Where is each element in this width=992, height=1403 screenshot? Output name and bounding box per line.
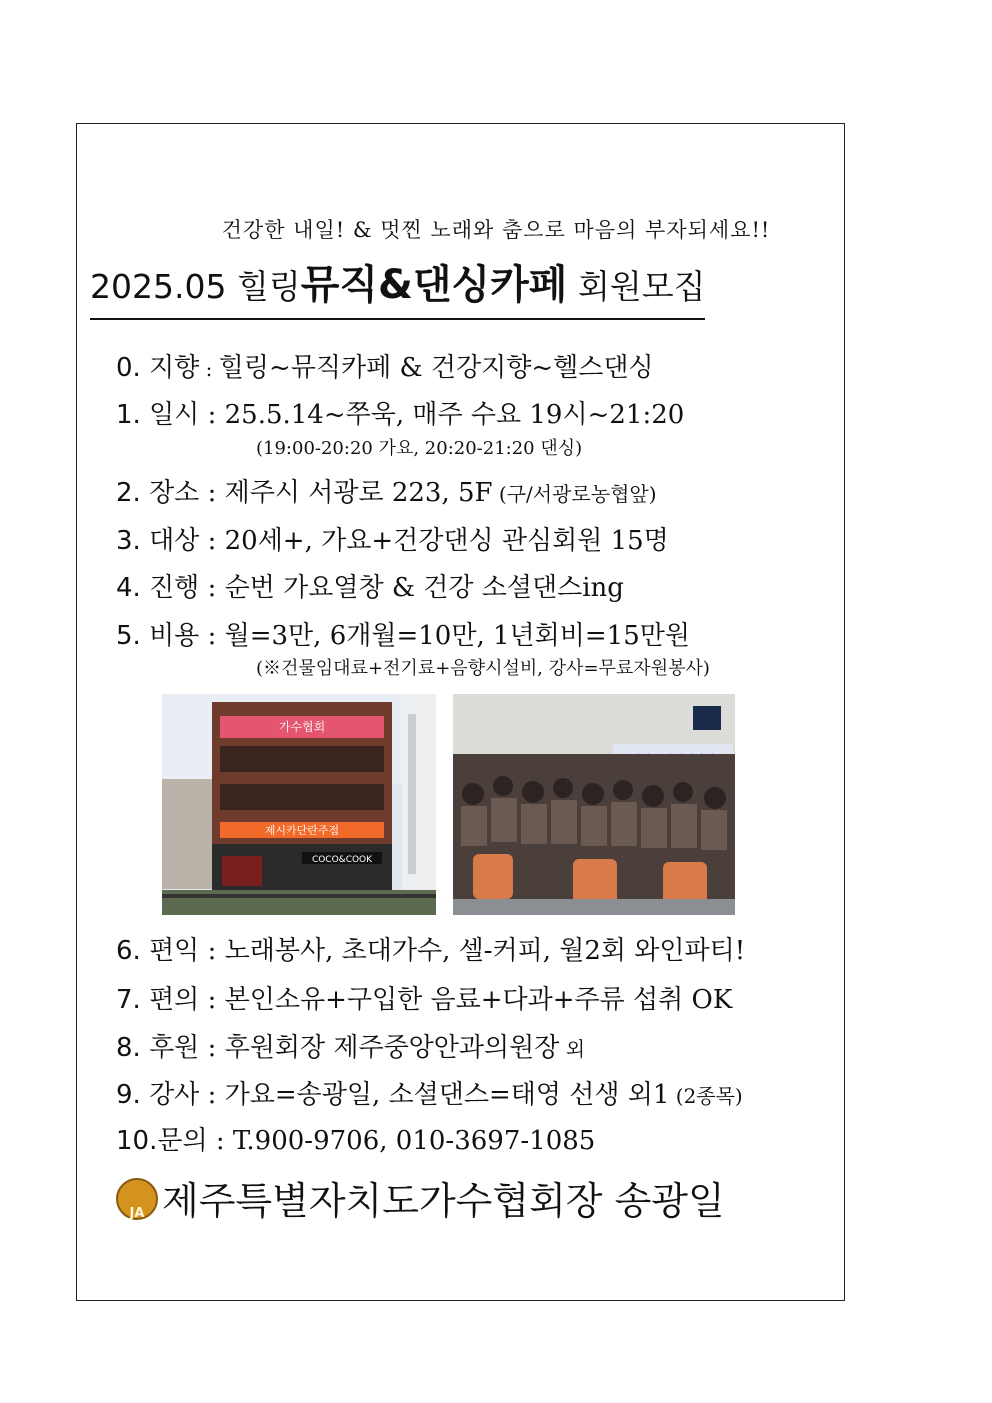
item-label: 0. 지향: [116, 353, 200, 383]
item-note: 외: [559, 1037, 586, 1061]
item-sep: :: [199, 573, 225, 603]
item-contact: [116, 1124, 595, 1158]
item-sep: :: [199, 936, 225, 966]
item-value: 본인소유+구입한 음료+다과+주류 섭취 OK: [224, 985, 733, 1015]
item-sep: :: [199, 1033, 225, 1063]
item-place: [116, 476, 657, 511]
tagline: 건강한 내일! & 멋찐 노래와 춤으로 마음의 부자되세요!!: [221, 218, 771, 242]
title-prefix: 2025.05 힐링: [90, 267, 301, 306]
item-progress: [116, 571, 624, 605]
title-suffix: 회원모집: [567, 267, 706, 306]
item-value: 월=3만, 6개월=10만, 1년회비=15만원: [224, 621, 690, 651]
item-label: 4. 진행: [116, 573, 200, 603]
cost-note: (※건물임대료+전기료+음향시설비, 강사=무료자원봉사): [256, 658, 710, 679]
item-sep: :: [199, 400, 225, 430]
item-value: 노래봉사, 초대가수, 셀-커피, 월2회 와인파티!: [224, 936, 746, 966]
item-value: 가요=송광일, 소셜댄스=태영 선생 외1: [224, 1080, 670, 1110]
signature: [116, 1176, 725, 1226]
item-sep: :: [199, 621, 225, 651]
item-value: 후원회장 제주중앙안과의원장: [224, 1033, 560, 1063]
signature-text: 제주특별자치도가수협회장 송광일: [162, 1179, 725, 1223]
item-label: 2. 장소: [116, 478, 200, 508]
item-label: 3. 대상: [116, 526, 200, 556]
item-label: 8. 후원: [116, 1033, 200, 1063]
item-sep: :: [199, 478, 225, 508]
page-title: [90, 262, 705, 320]
logo-text: JA: [129, 1206, 145, 1221]
item-target: [116, 524, 669, 558]
item-sep: :: [199, 985, 225, 1015]
building-sign-mid: 제시카단란주점: [264, 824, 340, 837]
title-main: 뮤직&댄싱카페: [300, 262, 568, 308]
building-sign-top: 가수협회: [278, 720, 326, 734]
item-goal: [116, 351, 654, 386]
item-value: 순번 가요열창 & 건강 소셜댄스ing: [224, 573, 624, 603]
schedule-note: (19:00-20:20 가요, 20:20-21:20 댄싱): [256, 438, 583, 459]
item-value: 20세+, 가요+건강댄싱 관심회원 15명: [224, 526, 669, 556]
item-sponsor: [116, 1031, 585, 1066]
item-value: T.900-9706, 010-3697-1085: [232, 1126, 596, 1156]
item-sep: :: [199, 1080, 225, 1110]
item-sep: :: [207, 1126, 233, 1156]
association-logo: [116, 1178, 158, 1220]
item-label: 6. 편익: [116, 936, 200, 966]
item-label: 1. 일시: [116, 400, 200, 430]
item-sep: :: [199, 357, 219, 381]
shop-sign: COCO&COOK: [311, 855, 373, 865]
item-value: 제주시 서광로 223, 5F: [224, 478, 493, 508]
item-label: 9. 강사: [116, 1080, 200, 1110]
item-note: (2종목): [669, 1084, 743, 1108]
item-cost: [116, 619, 690, 653]
item-instructor: [116, 1078, 743, 1113]
item-label: 7. 편의: [116, 985, 200, 1015]
item-sep: :: [199, 526, 225, 556]
item-value: 25.5.14~쭈욱, 매주 수요 19시~21:20: [224, 400, 685, 430]
item-value: 힐링~뮤직카페 & 건강지향~헬스댄싱: [218, 353, 654, 383]
item-datetime: [116, 398, 684, 432]
item-note: (구/서광로농협앞): [492, 482, 657, 506]
audience-photo: [453, 694, 735, 915]
building-photo: [162, 694, 436, 915]
item-label: 10.문의: [116, 1126, 208, 1156]
item-label: 5. 비용: [116, 621, 200, 651]
item-convenience: [116, 983, 732, 1017]
item-benefit: [116, 934, 745, 968]
